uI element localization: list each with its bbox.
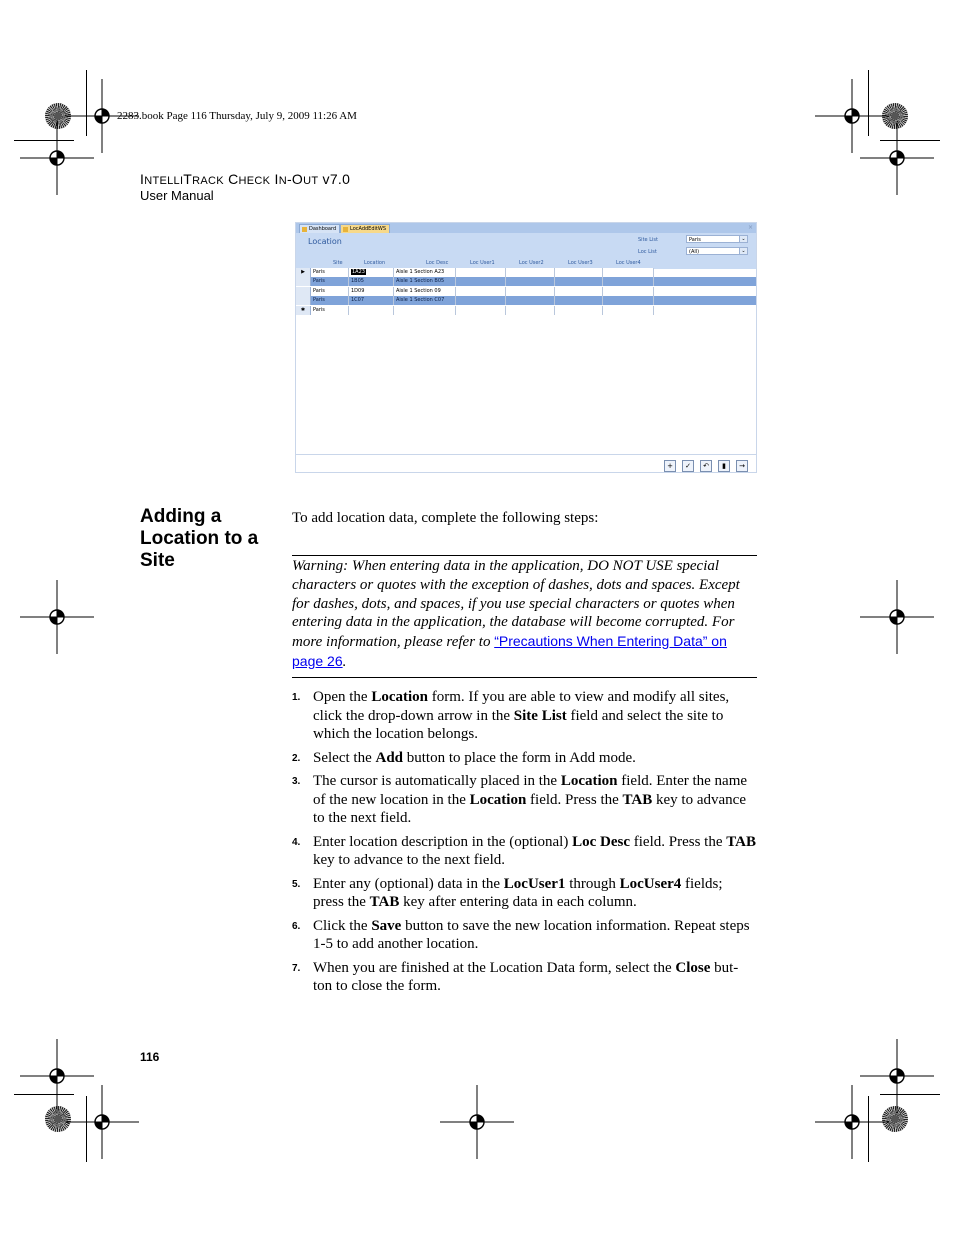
step-bold-term: TAB <box>622 791 653 808</box>
table-cell[interactable] <box>506 296 555 305</box>
step-text: fields; press the <box>313 875 723 910</box>
step-bold-term: Close <box>675 959 711 976</box>
header-title-part: -O <box>286 171 304 187</box>
table-cell[interactable] <box>603 277 654 286</box>
table-cell[interactable] <box>555 268 603 277</box>
step-text: field. Press the <box>630 833 727 850</box>
header-title-part: N <box>278 175 287 187</box>
warning-bottom-rule <box>292 677 757 678</box>
step-item <box>292 749 757 768</box>
table-cell[interactable] <box>506 277 555 286</box>
step-text: button to place the form in Add mode. <box>403 749 636 766</box>
step-bold-term: TAB <box>726 833 756 850</box>
step-number: 5. <box>292 878 301 890</box>
step-item <box>292 772 757 828</box>
table-cell[interactable] <box>456 268 506 277</box>
step-number: 2. <box>292 752 301 764</box>
header-title-part: v7.0 <box>318 171 351 187</box>
step-text: When you are finished at the Location Data form, select the <box>313 959 676 976</box>
table-row[interactable] <box>296 268 756 277</box>
tab-dashboard[interactable]: Dashboard <box>299 224 340 234</box>
table-row[interactable] <box>296 306 756 315</box>
form-icon <box>302 227 307 232</box>
header-title-part: I <box>270 171 279 187</box>
step-text: Open the <box>313 689 372 705</box>
undo-button[interactable]: ↶ <box>700 460 712 472</box>
cell-text: Aisle 1 Section B05 <box>396 278 445 284</box>
table-cell[interactable] <box>311 306 349 315</box>
table-row[interactable] <box>296 277 756 286</box>
steps-list <box>292 688 757 1001</box>
table-cell[interactable] <box>555 296 603 305</box>
step-number: 6. <box>292 920 301 932</box>
table-cell[interactable] <box>349 277 394 286</box>
table-cell[interactable] <box>603 287 654 296</box>
header-title-part: HECK <box>238 175 271 187</box>
table-cell[interactable] <box>394 296 456 305</box>
step-text: but-ton to close the form. <box>313 959 739 994</box>
table-row[interactable] <box>296 296 756 305</box>
cell-text: 1D09 <box>351 288 365 294</box>
cell-text: Paris <box>313 297 325 303</box>
table-cell[interactable] <box>394 287 456 296</box>
cell-text: Aisle 1 Section 09 <box>396 288 441 294</box>
table-cell[interactable] <box>603 296 654 305</box>
step-text: Enter any (optional) data in the <box>313 875 504 892</box>
record-selector[interactable] <box>296 296 311 305</box>
step-bold-term: Location <box>560 773 618 789</box>
table-cell[interactable] <box>311 287 349 296</box>
site-list-select[interactable]: Paris ⌄ <box>686 235 748 243</box>
column-header: Site <box>333 260 343 266</box>
table-cell[interactable] <box>311 277 349 286</box>
step-text: Select the <box>313 749 376 766</box>
form-title: Location <box>308 237 342 246</box>
cell-text: Paris <box>313 307 325 313</box>
form-icon <box>343 227 348 232</box>
table-cell[interactable] <box>394 306 456 315</box>
table-cell[interactable] <box>603 306 654 315</box>
loc-list-select[interactable]: (All) ⌄ <box>686 247 748 255</box>
form-toolbar <box>296 454 756 473</box>
record-selector[interactable]: ▶ <box>296 268 311 277</box>
cell-text: Aisle 1 Section C07 <box>396 297 445 303</box>
running-header-subtitle: User Manual <box>140 188 214 203</box>
section-heading: Adding a Location to a Site <box>140 506 259 571</box>
warning-top-rule <box>292 555 757 556</box>
cell-text: Aisle 1 Section A23 <box>396 269 445 275</box>
tab-locaddeditws[interactable]: LocAddEditWS <box>340 224 390 234</box>
step-bold-term: Add <box>375 749 404 766</box>
table-cell[interactable] <box>506 306 555 315</box>
cell-text: 1C07 <box>351 297 365 303</box>
tab-bar <box>296 223 756 233</box>
record-selector[interactable]: ✱ <box>296 306 311 315</box>
cell-text: 1A23 <box>352 269 365 275</box>
table-cell[interactable] <box>394 268 456 277</box>
intro-paragraph: To add location data, complete the following steps: <box>292 510 599 526</box>
table-cell[interactable] <box>349 306 394 315</box>
cell-text: 1B05 <box>351 278 364 284</box>
table-cell[interactable] <box>394 277 456 286</box>
step-number: 4. <box>292 836 301 848</box>
table-cell[interactable] <box>555 287 603 296</box>
save-button[interactable]: ✓ <box>682 460 694 472</box>
column-header: Location <box>364 260 386 266</box>
header-title-part: NTELLI <box>144 175 184 187</box>
step-bold-term: TAB <box>369 894 400 910</box>
step-item <box>292 959 757 996</box>
step-text: form. If you are able to view and modify all sites, click the drop-down arrow in the <box>313 689 730 724</box>
running-header-title <box>140 171 350 187</box>
step-bold-term: Location <box>371 689 428 705</box>
close-icon[interactable]: × <box>747 224 753 231</box>
table-cell[interactable] <box>506 287 555 296</box>
table-cell[interactable] <box>349 287 394 296</box>
table-cell[interactable] <box>311 296 349 305</box>
header-title-part: RACK <box>192 175 224 187</box>
step-text: key to advance to the next field. <box>313 791 746 826</box>
add-button[interactable]: + <box>664 460 676 472</box>
step-item <box>292 917 757 954</box>
step-text: key after entering data in each column. <box>399 894 637 910</box>
location-form-screenshot <box>295 222 757 473</box>
cell-text: Paris <box>313 269 325 275</box>
step-text: button to save the new location information. Repeat steps 1-5 to add another location. <box>313 917 750 952</box>
table-cell[interactable] <box>456 277 506 286</box>
step-bold-term: Site List <box>513 707 567 724</box>
table-row[interactable] <box>296 287 756 296</box>
column-header: Loc User4 <box>616 260 641 266</box>
table-cell[interactable] <box>555 306 603 315</box>
step-item <box>292 875 757 912</box>
column-header: Loc User3 <box>568 260 593 266</box>
precautions-link[interactable]: “Precautions When Entering Data” on page 26 <box>292 633 727 669</box>
site-list-label: Site List <box>638 237 658 243</box>
step-text: key to advance to the next field. <box>313 852 506 868</box>
cell-text: Paris <box>313 278 325 284</box>
table-cell[interactable] <box>603 268 654 277</box>
delete-button[interactable]: ▮ <box>718 460 730 472</box>
step-text: through <box>565 875 620 892</box>
column-header: Loc User2 <box>519 260 544 266</box>
record-selector[interactable] <box>296 277 311 286</box>
table-cell[interactable] <box>311 268 349 277</box>
step-bold-term: Loc Desc <box>572 833 631 850</box>
page-number: 116 <box>140 1050 160 1064</box>
table-cell[interactable] <box>456 296 506 305</box>
table-cell[interactable] <box>349 296 394 305</box>
print-info-line: 2283.book Page 116 Thursday, July 9, 2009 11:26 AM <box>117 110 357 122</box>
step-item <box>292 833 757 870</box>
table-cell[interactable] <box>456 306 506 315</box>
step-bold-term: Location <box>469 791 527 808</box>
step-number: 7. <box>292 962 301 974</box>
record-selector[interactable] <box>296 287 311 296</box>
step-text: field and select the site to which the location belongs. <box>313 707 724 742</box>
cell-text: Paris <box>313 288 325 294</box>
table-cell[interactable] <box>456 287 506 296</box>
step-number: 1. <box>292 692 301 703</box>
step-text: field. Press the <box>526 791 623 808</box>
table-cell[interactable] <box>555 277 603 286</box>
loc-list-label: Loc List <box>638 249 657 255</box>
header-title-part: UT <box>303 175 319 187</box>
table-cell[interactable] <box>349 268 394 277</box>
column-header: Loc Desc <box>426 260 449 266</box>
header-title-part: T <box>183 171 193 187</box>
step-bold-term: LocUser1 <box>503 875 566 892</box>
chevron-down-icon[interactable]: ⌄ <box>739 236 747 242</box>
step-text: The cursor is automatically placed in the <box>313 773 561 789</box>
step-item <box>292 688 757 744</box>
table-cell[interactable] <box>506 268 555 277</box>
step-bold-term: LocUser4 <box>619 875 682 892</box>
step-text: Enter location description in the (optional) <box>313 833 573 850</box>
chevron-down-icon[interactable]: ⌄ <box>739 248 747 254</box>
step-number: 3. <box>292 776 301 787</box>
column-header: Loc User1 <box>470 260 495 266</box>
header-title-part: C <box>223 171 239 187</box>
step-text: Click the <box>313 917 372 934</box>
warning-note: Warning: When entering data in the application, DO NOT USE special characters or quotes with the exception of dashes, dots and spaces. Except for dashes, dots, and spaces, if you use special characters or quotes when entering data in the application, the database will become corrupted. For more information, please refer to “Precautions When Entering Data” on page 26. <box>292 558 740 670</box>
step-text: field. Enter the name of the new location in the <box>313 773 748 808</box>
close-button[interactable]: → <box>736 460 748 472</box>
header-title-part: I <box>140 171 145 187</box>
step-bold-term: Save <box>371 917 402 934</box>
